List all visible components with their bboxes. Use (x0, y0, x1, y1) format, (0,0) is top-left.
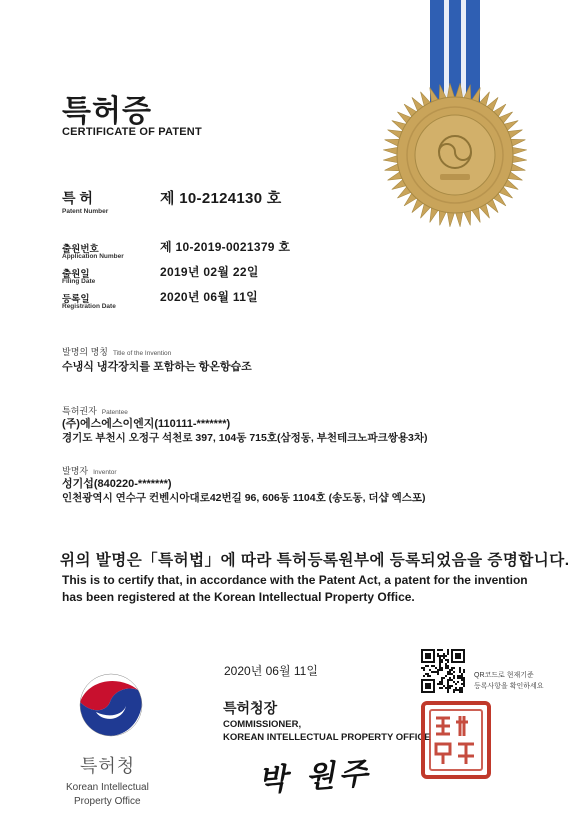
qr-note-line-1: QR코드로 현재기준 (474, 672, 534, 679)
certification-statement-en-2: has been registered at the Korean Intellectual Property Office. (62, 590, 415, 604)
commissioner-title: 특허청장 (223, 700, 278, 716)
invention-label: 발명의 명칭 (62, 347, 108, 357)
invention-label-en: Title of the Invention (112, 350, 172, 357)
issue-date: 2020년 06월 11일 (224, 664, 318, 678)
patent-label: 특 허 (62, 190, 93, 206)
certification-statement-ko: 위의 발명은「특허법」에 따라 특허등록원부에 등록되었음을 증명합니다. (60, 552, 570, 569)
inventor-address: 인천광역시 연수구 컨벤시아대로42번길 96, 606동 1104호 (송도동, 더샵 엑스포) (62, 492, 426, 504)
patentee-address: 경기도 부천시 오정구 석천로 397, 104동 715호(삼정동, 부천테크노파크쌍용3차) (62, 432, 428, 444)
registration-date: 2020년 06월 11일 (160, 290, 259, 304)
qr-code[interactable] (421, 649, 465, 693)
kipo-name-ko: 특허청 (80, 756, 136, 776)
filing-date-label-en: Filing Date (62, 278, 96, 285)
kipo-name-en-1: Korean Intellectual (66, 782, 149, 793)
registration-date-label-en: Registration Date (62, 303, 116, 310)
invention-title: 수냉식 냉각장치를 포함하는 항온항습조 (62, 361, 252, 373)
qr-note (474, 670, 544, 692)
official-red-stamp (420, 700, 492, 780)
kipo-logo-icon (78, 672, 144, 738)
inventor-label-en: Inventor (93, 469, 117, 476)
certificate-title: 특허증 (62, 95, 152, 128)
commissioner-title-en-1: COMMISSIONER, (223, 719, 302, 730)
inventor-label: 발명자 (62, 466, 89, 476)
certification-statement-en-1: This is to certify that, in accordance with the Patent Act, a patent for the invention (62, 573, 528, 587)
filing-date-label: 출원일 (62, 269, 90, 280)
kipo-name-en-2: Property Office (74, 796, 141, 807)
application-label: 출원번호 (62, 244, 99, 255)
certificate-title-en: CERTIFICATE OF PATENT (62, 126, 202, 138)
commissioner-title-en-2: KOREAN INTELLECTUAL PROPERTY OFFICE (223, 732, 431, 743)
registration-date-label: 등록일 (62, 294, 90, 305)
gold-seal-medal (380, 0, 530, 230)
patent-label-en: Patent Number (62, 208, 109, 215)
application-label-en: Application Number (62, 253, 124, 260)
commissioner-signature: 박 원주 (257, 756, 373, 799)
inventor-name: 성기섭(840220-*******) (62, 478, 172, 490)
patent-number: 제 10-2124130 호 (160, 190, 282, 207)
patentee-label-en: Patentee (101, 409, 128, 416)
blue-ribbon (430, 0, 480, 110)
filing-date: 2019년 02월 22일 (160, 265, 259, 279)
application-number: 제 10-2019-0021379 호 (160, 240, 291, 254)
patentee-name: (주)에스에스이엔지(110111-*******) (62, 418, 231, 430)
patentee-label: 특허권자 (62, 406, 97, 416)
qr-note-line-2: 등록사항을 확인하세요 (474, 683, 544, 690)
